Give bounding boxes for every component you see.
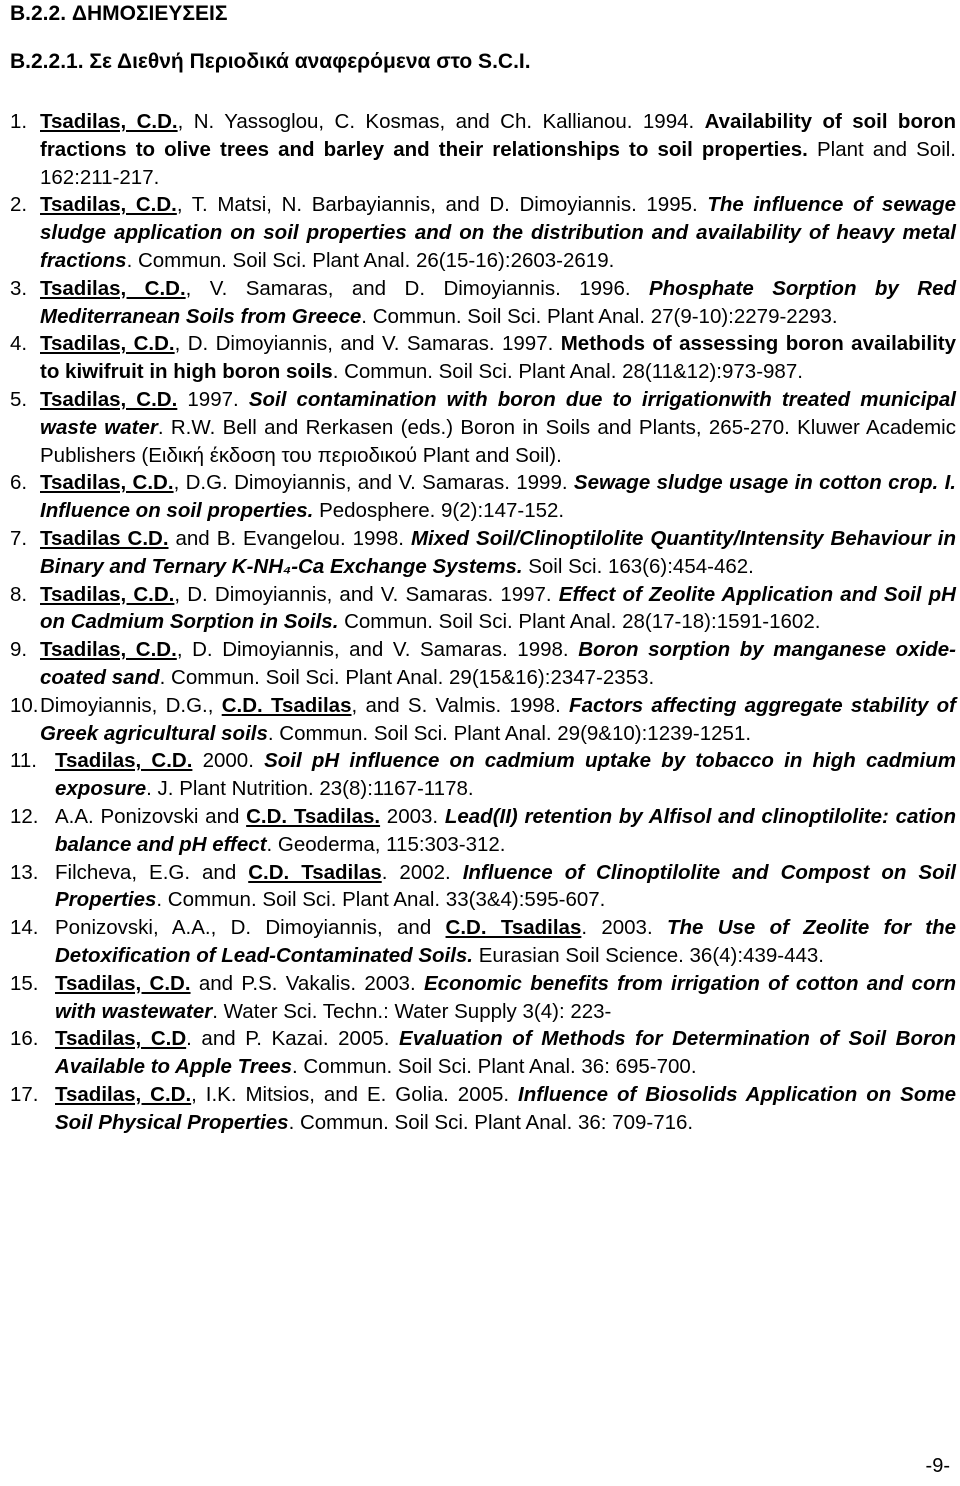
reference-text: Soil Sci. 163(6):454-462. xyxy=(522,554,754,578)
reference-author: Tsadilas, C.D. xyxy=(55,1082,192,1106)
reference-title: The Use of Zeolite for the Detoxification of Lead-Contaminated Soils. xyxy=(55,916,956,967)
reference-text: . Commun. Soil Sci. Plant Anal. 33(3&4):595-607. xyxy=(156,888,606,912)
reference-number: 10. xyxy=(10,693,39,717)
reference-title: Sewage sludge usage in cotton crop. I. Influence on soil properties. xyxy=(40,471,956,523)
reference-text: A.A. Ponizovski and xyxy=(55,804,247,828)
reference-title: Factors affecting aggregate stability of Greek agricultural soils xyxy=(40,693,956,745)
reference-title: Methods of assessing boron availability to kiwifruit in high boron soils xyxy=(40,332,957,384)
reference-item xyxy=(0,970,960,1026)
reference-title: Availability of soil boron fractions to olive trees and barley and their relationships to soil properties. xyxy=(40,110,956,161)
reference-author: Tsadilas, C.D. xyxy=(55,971,191,995)
reference-number: 6. xyxy=(10,471,28,495)
reference-item xyxy=(0,581,960,637)
subsection-heading: B.2.2.1. Σε Διεθνή Περιοδικά αναφερόμενα στο S.C.I. xyxy=(10,50,531,73)
reference-text: , and S. Valmis. 1998. xyxy=(351,693,570,717)
reference-text: . Water Sci. Techn.: Water Supply 3(4): 223- xyxy=(212,999,612,1023)
reference-author: Tsadilas, C.D. xyxy=(40,387,178,411)
reference-text: . Commun. Soil Sci. Plant Anal. 29(9&10):1239-1251. xyxy=(267,721,752,745)
reference-author: C.D. Tsadilas xyxy=(221,693,352,717)
reference-author: Tsadilas, C.D. xyxy=(40,638,177,662)
reference-text: , D. Dimoyiannis, and V. Samaras. 1998. xyxy=(176,638,579,662)
reference-text: , T. Matsi, N. Barbayiannis, and D. Dimoyiannis. 1995. xyxy=(176,193,708,217)
reference-item xyxy=(0,636,960,692)
reference-number: 14. xyxy=(10,916,39,940)
reference-text: 2000. xyxy=(192,749,265,773)
reference-text: 1997. xyxy=(177,387,249,411)
reference-text: Ponizovski, A.A., D. Dimoyiannis, and xyxy=(55,916,446,940)
reference-author: Tsadilas, C.D xyxy=(55,1027,187,1051)
reference-number: 7. xyxy=(10,526,28,550)
reference-text: , N. Yassoglou, C. Kosmas, and Ch. Kallianou. 1994. xyxy=(177,110,705,133)
reference-title: Effect of Zeolite Application and Soil pH on Cadmium Sorption in Soils. xyxy=(40,582,956,634)
reference-list xyxy=(0,108,960,1136)
reference-number: 2. xyxy=(10,193,28,217)
reference-text: . 2003. xyxy=(581,916,667,940)
reference-item xyxy=(0,469,960,525)
reference-text: , D. Dimoyiannis, and V. Samaras. 1997. xyxy=(174,332,561,356)
reference-author: Tsadilas, C.D. xyxy=(40,276,186,300)
reference-text: . Commun. Soil Sci. Plant Anal. 36: 709-716. xyxy=(288,1110,694,1134)
reference-number: 16. xyxy=(10,1027,39,1051)
reference-title: Soil pH influence on cadmium uptake by tobacco in high cadmium exposure xyxy=(55,749,956,801)
reference-author: Tsadilas, C.D. xyxy=(40,110,178,133)
reference-author: Tsadilas C.D. xyxy=(40,526,169,550)
reference-title: The influence of sewage sludge application on soil properties and on the distribution and availability of heavy metal fractions xyxy=(40,193,956,272)
reference-text: , V. Samaras, and D. Dimoyiannis. 1996. xyxy=(185,276,649,300)
reference-item xyxy=(0,525,960,581)
reference-text: . Commun. Soil Sci. Plant Anal. 26(15-16):2603-2619. xyxy=(126,248,615,272)
reference-text: . Commun. Soil Sci. Plant Anal. 28(11&12):973-987. xyxy=(332,360,803,384)
reference-number: 13. xyxy=(10,860,39,884)
reference-number: 9. xyxy=(10,638,28,662)
reference-number: 1. xyxy=(10,110,28,133)
reference-text: Filcheva, E.G. and xyxy=(55,860,249,884)
reference-author: Tsadilas, C.D. xyxy=(40,193,177,217)
reference-author: Tsadilas, C.D. xyxy=(55,749,193,773)
reference-title: Evaluation of Methods for Determination of Soil Boron Available to Apple Trees xyxy=(55,1027,956,1079)
reference-text: . Geoderma, 115:303-312. xyxy=(266,832,506,856)
reference-text: , I.K. Mitsios, and E. Golia. 2005. xyxy=(191,1082,519,1106)
reference-text: . and P. Kazai. 2005. xyxy=(186,1027,400,1051)
reference-item xyxy=(0,386,960,469)
reference-number: 15. xyxy=(10,971,39,995)
reference-item xyxy=(0,1081,960,1137)
reference-item xyxy=(0,914,960,970)
reference-item xyxy=(0,803,960,859)
reference-text: 2003. xyxy=(380,804,445,828)
reference-text: Eurasian Soil Science. 36(4):439-443. xyxy=(473,943,824,967)
reference-item xyxy=(0,692,960,748)
reference-text: Dimoyiannis, D.G., xyxy=(40,693,222,717)
reference-item xyxy=(0,275,960,331)
reference-text: . Commun. Soil Sci. Plant Anal. 29(15&16):2347-2353. xyxy=(159,665,655,689)
reference-item xyxy=(0,859,960,915)
reference-title: Mixed Soil/Clinoptilolite Quantity/Intensity Behaviour in Binary and Ternary K-NH₄-Ca Exchange Systems. xyxy=(40,526,956,578)
reference-item xyxy=(0,191,960,274)
reference-title: Phosphate Sorption by Red Mediterranean Soils from Greece xyxy=(40,276,957,328)
reference-text: Commun. Soil Sci. Plant Anal. 28(17-18):1591-1602. xyxy=(338,610,821,634)
reference-title: Boron sorption by manganese oxide-coated sand xyxy=(40,638,956,689)
reference-title: Soil contamination with boron due to irrigationwith treated municipal waste water xyxy=(40,387,956,439)
reference-title: Influence of Biosolids Application on Some Soil Physical Properties xyxy=(55,1082,956,1134)
reference-number: 4. xyxy=(10,332,28,356)
reference-text: . J. Plant Nutrition. 23(8):1167-1178. xyxy=(146,777,474,801)
reference-item xyxy=(0,747,960,803)
reference-text: . 2002. xyxy=(381,860,463,884)
reference-title: Influence of Clinoptilolite and Compost on Soil Properties xyxy=(55,860,957,912)
reference-number: 3. xyxy=(10,276,28,300)
reference-item xyxy=(0,108,960,191)
reference-author: Tsadilas, C.D. xyxy=(40,471,174,495)
reference-title: Economic benefits from irrigation of cotton and corn with wastewater xyxy=(55,971,956,1023)
reference-number: 17. xyxy=(10,1082,39,1106)
reference-text: and P.S. Vakalis. 2003. xyxy=(190,971,424,995)
reference-text: . Commun. Soil Sci. Plant Anal. 36: 695-700. xyxy=(291,1055,697,1079)
reference-text: , D. Dimoyiannis, and V. Samaras. 1997. xyxy=(174,582,559,606)
section-heading: B.2.2. ΔΗΜΟΣΙΕΥΣΕΙΣ xyxy=(10,2,228,25)
reference-number: 12. xyxy=(10,804,39,828)
reference-author: Tsadilas, C.D. xyxy=(40,332,175,356)
reference-number: 8. xyxy=(10,582,28,606)
reference-author: C.D. Tsadilas xyxy=(445,916,582,940)
reference-author: Tsadilas, C.D. xyxy=(40,582,175,606)
reference-author: C.D. Tsadilas xyxy=(248,860,382,884)
reference-number: 11. xyxy=(10,749,37,773)
reference-text: . R.W. Bell and Rerkasen (eds.) Boron in Soils and Plants, 265-270. Kluwer Academic Publishers (Ειδική έκδοση του περιοδικού Plant and Soil). xyxy=(40,415,956,467)
reference-text: and B. Evangelou. 1998. xyxy=(168,526,411,550)
reference-author: C.D. Tsadilas. xyxy=(246,804,381,828)
reference-item xyxy=(0,330,960,386)
reference-title: Lead(II) retention by Alfisol and clinoptilolite: cation balance and pH effect xyxy=(55,804,956,856)
reference-text: , D.G. Dimoyiannis, and V. Samaras. 1999. xyxy=(173,471,574,495)
reference-item xyxy=(0,1025,960,1081)
reference-number: 5. xyxy=(10,387,28,411)
reference-text: . Commun. Soil Sci. Plant Anal. 27(9-10):2279-2293. xyxy=(361,304,838,328)
reference-text: Plant and Soil. 162:211-217. xyxy=(40,137,957,189)
reference-text: Pedosphere. 9(2):147-152. xyxy=(313,499,565,523)
page-number: -9- xyxy=(925,1455,950,1477)
